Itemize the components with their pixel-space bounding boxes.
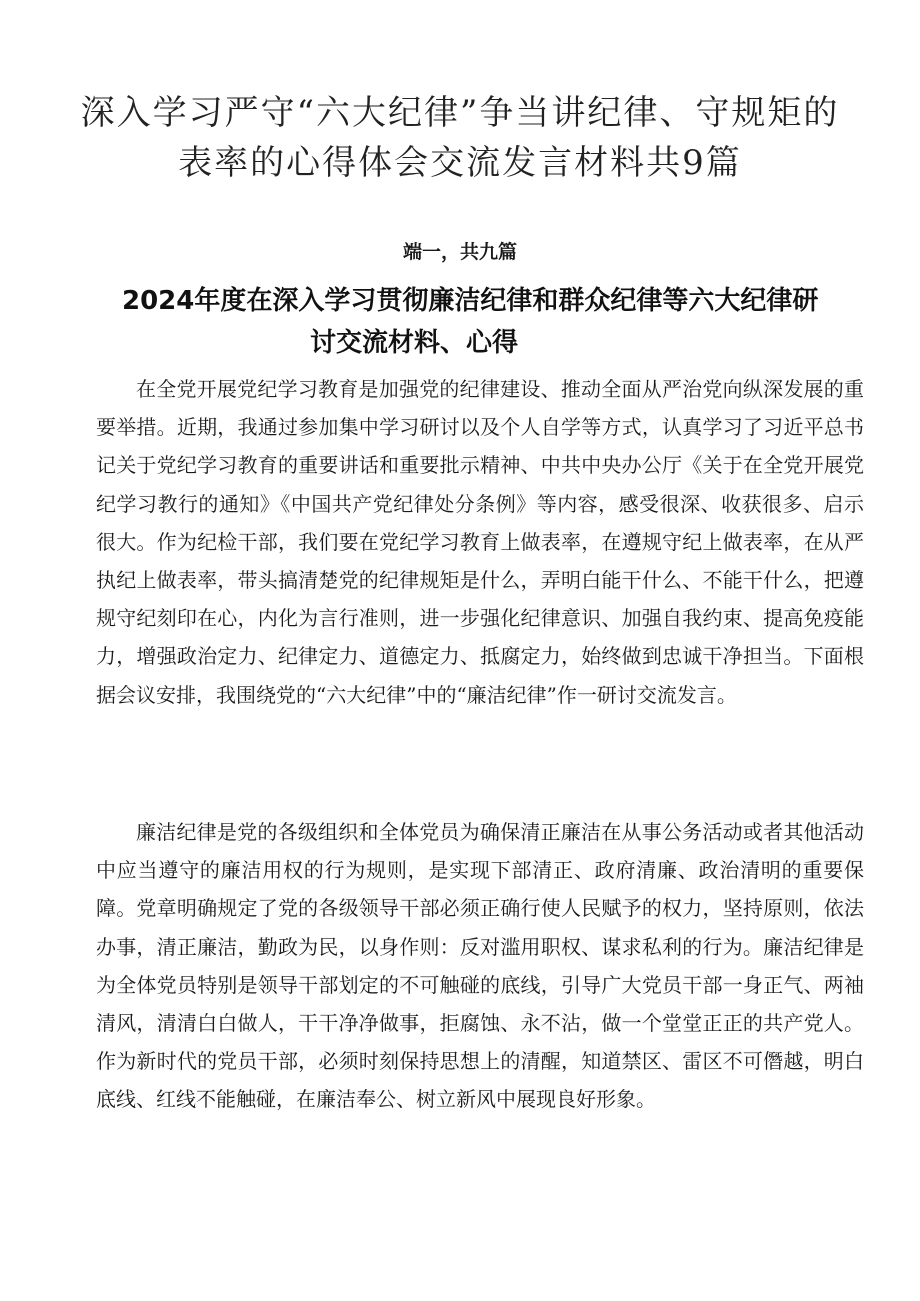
section-label: 端一，共九篇 xyxy=(402,241,517,263)
body-paragraph-2: 廉洁纪律是党的各级组织和全体党员为确保清正廉洁在从事公务活动或者其他活动中应当遵守的廉洁用权的行为规则，是实现下部清正、政府清廉、政治清明的重要保障。党章明确规定了党的各级领导干部必须正确行使人民赋予的权力，坚持原则，依法办事，清正廉洁，勤政为民，以身作则：反对滥用职权、谋求私利的行为。廉洁纪律是为全体党员特别是领导干部划定的不可触碰的底线，引导广大党员干部一身正气、两袖清风，清清白白做人，干干净净做事，拒腐蚀、永不沾，做一个堂堂正正的共产党人。作为新时代的党员干部，必须时刻保持思想上的清醒，知道禁区、雷区不可僭越，明白底线、红线不能触碰，在廉洁奉公、树立新风中展现良好形象。 xyxy=(96,820,864,1112)
article-title xyxy=(100,280,860,364)
document-title xyxy=(60,88,860,188)
document-title-line-2: 表率的心得体会交流发言材料共9篇 xyxy=(178,143,742,183)
article-title-line-2: 讨交流材料、心得 xyxy=(310,328,519,358)
body-paragraph-1: 在全党开展党纪学习教育是加强党的纪律建设、推动全面从严治党向纵深发展的重要举措。近期，我通过参加集中学习研讨以及个人自学等方式，认真学习了习近平总书记关于党纪学习教育的重要讲话和重要批示精神、中共中央办公厅《关于在全党开展党纪学习教行的通知》《中国共产党纪律处分条例》等内容，感受很深、收获很多、启示很大。作为纪检干部，我们要在党纪学习教育上做表率，在遵规守纪上做表率，在从严执纪上做表率，带头搞清楚党的纪律规矩是什么，弄明白能干什么、不能干什么，把遵规守纪刻印在心，内化为言行准则，进一步强化纪律意识、加强自我约束、提高免疫能力，增强政治定力、纪律定力、道德定力、抵腐定力，始终做到忠诚干净担当。下面根据会议安排，我围绕党的“六大纪律”中的“廉洁纪律”作一研讨交流发言。 xyxy=(96,377,864,707)
document-title-line-1: 深入学习严守“六大纪律”争当讲纪律、守规矩的 xyxy=(80,93,840,133)
article-title-line-1: 2024年度在深入学习贯彻廉洁纪律和群众纪律等六大纪律研 xyxy=(122,286,819,316)
